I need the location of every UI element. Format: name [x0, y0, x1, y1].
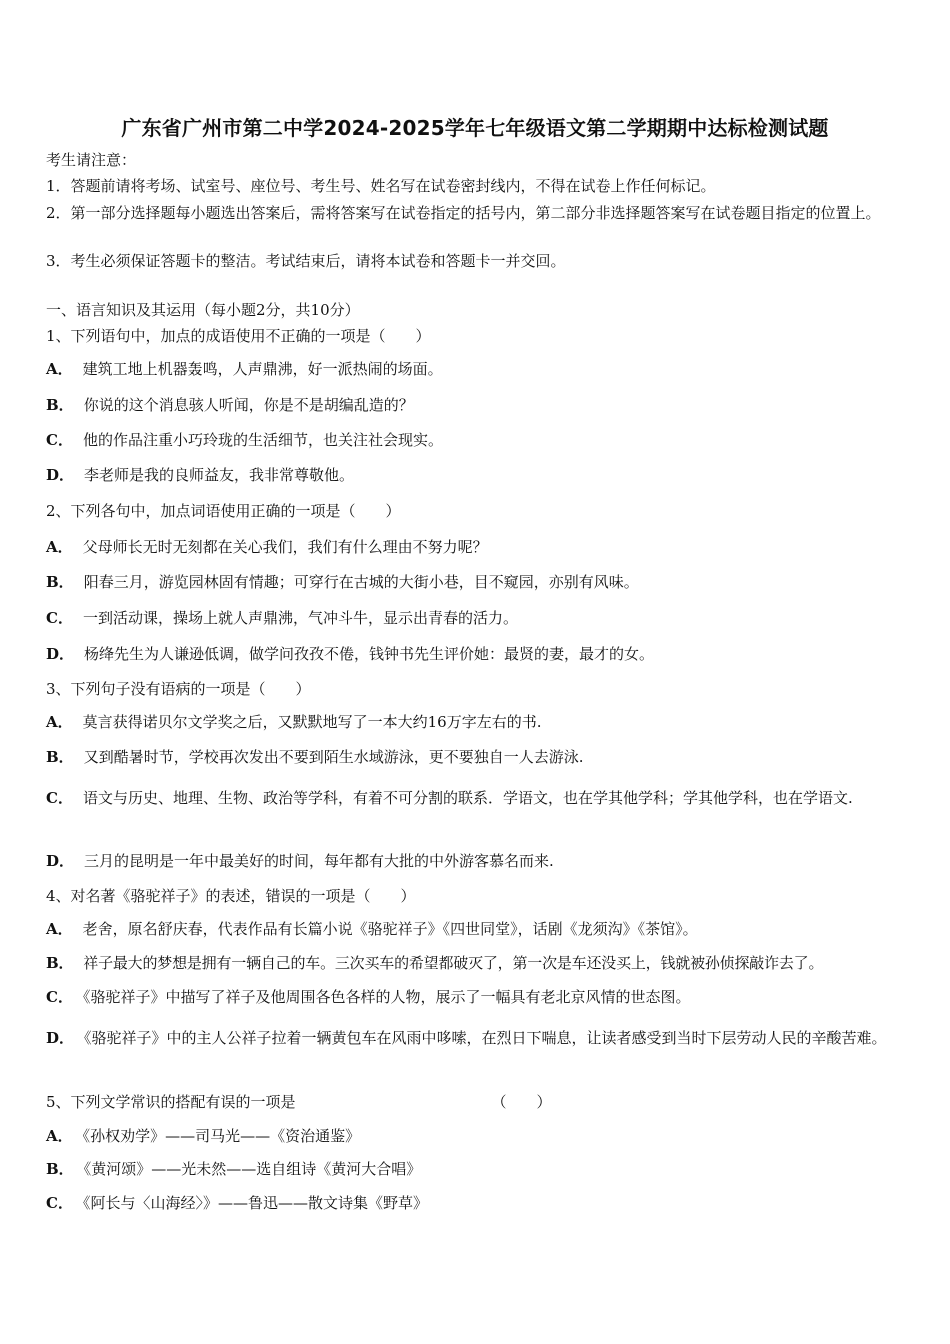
- option-letter: B．: [46, 1160, 74, 1178]
- option-row: [46, 359, 908, 379]
- option-letter: C．: [46, 1194, 73, 1212]
- option-letter: C．: [46, 431, 73, 449]
- option-text: 李老师是我的良师益友，我非常尊敬他。: [84, 466, 355, 484]
- notice-heading: 考生请注意：: [46, 151, 137, 169]
- option-row: [46, 1193, 908, 1213]
- option-text: 《骆驼祥子》中描写了祥子及他周围各色各样的人物，展示了一幅具有老北京风情的世态图。: [82, 988, 691, 1006]
- option-text: 父母师长无时无刻都在关心我们，我们有什么理由不努力呢？: [82, 538, 488, 556]
- notice-item: 3．考生必须保证答题卡的整洁。考试结束后，请将本试卷和答题卡一并交回。: [46, 252, 566, 270]
- option-row: [46, 1159, 908, 1179]
- notice-item: 2．第一部分选择题每小题选出答案后，需将答案写在试卷指定的括号内，第二部分非选择题答案写在试卷题目指定的位置上。: [46, 204, 881, 222]
- question-stem: 4、对名著《骆驼祥子》的表述，错误的一项是（ ）: [46, 887, 416, 905]
- question-stem: 1、下列语句中，加点的成语使用不正确的一项是（ ）: [46, 327, 431, 345]
- option-row: [46, 919, 908, 939]
- option-letter: D．: [46, 645, 75, 663]
- option-text: 祥子最大的梦想是拥有一辆自己的车。三次买车的希望都破灭了，第一次是车还没买上，钱就被孙侦探敲诈去了。: [83, 954, 824, 972]
- option-letter: B．: [46, 573, 74, 591]
- option-text: 莫言获得诺贝尔文学奖之后，又默默地写了一本大约16万字左右的书.: [82, 713, 542, 731]
- option-text: 《阿长与〈山海经〉》——鲁迅——散文诗集《野草》: [82, 1194, 428, 1212]
- option-row: [46, 537, 908, 557]
- option-letter: A．: [46, 538, 73, 556]
- option-text: 老舍，原名舒庆春，代表作品有长篇小说《骆驼祥子》《四世同堂》，话剧《龙须沟》《茶馆》。: [82, 920, 698, 938]
- option-row: [46, 851, 908, 871]
- option-text: 《黄河颂》——光未然——选自组诗《黄河大合唱》: [83, 1160, 422, 1178]
- option-row: [46, 953, 908, 973]
- option-text: 他的作品注重小巧玲珑的生活细节，也关注社会现实。: [82, 431, 443, 449]
- option-letter: C．: [46, 789, 73, 807]
- option-row: [46, 465, 908, 485]
- question-stem: 2、下列各句中，加点词语使用正确的一项是（ ）: [46, 502, 401, 520]
- option-text: 又到酷暑时节，学校再次发出不要到陌生水域游泳，更不要独自一人去游泳.: [83, 748, 584, 766]
- option-text: 语文与历史、地理、生物、政治等学科，有着不可分割的联系．学语文，也在学其他学科；学其他学科，也在学语文.: [82, 789, 853, 807]
- option-text: 《骆驼祥子》中的主人公祥子拉着一辆黄包车在风雨中哆嗦，在烈日下喘息，让读者感受到当时下层劳动人民的辛酸苦难。: [84, 1029, 887, 1047]
- option-row: [46, 1126, 908, 1146]
- option-row: [46, 1020, 908, 1056]
- option-row: [46, 712, 908, 732]
- option-letter: D．: [46, 466, 75, 484]
- option-row: [46, 572, 908, 592]
- option-letter: A．: [46, 1127, 73, 1145]
- question-stem-row: [46, 1092, 908, 1112]
- option-row: [46, 644, 908, 664]
- option-letter: A．: [46, 713, 73, 731]
- option-letter: A．: [46, 920, 73, 938]
- option-letter: C．: [46, 988, 73, 1006]
- option-text: 三月的昆明是一年中最美好的时间，每年都有大批的中外游客慕名而来.: [84, 852, 554, 870]
- option-row: [46, 430, 908, 450]
- option-letter: D．: [46, 1029, 75, 1047]
- option-text: 杨绛先生为人谦逊低调，做学问孜孜不倦，钱钟书先生评价她：最贤的妻，最才的女。: [84, 645, 655, 663]
- option-row: [46, 747, 908, 767]
- option-letter: D．: [46, 852, 75, 870]
- option-row: [46, 608, 908, 628]
- option-letter: A．: [46, 360, 73, 378]
- option-text: 你说的这个消息骇人听闻，你是不是胡编乱造的？: [83, 396, 414, 414]
- notice-item: 1．答题前请将考场、试室号、座位号、考生号、姓名写在试卷密封线内，不得在试卷上作任何标记。: [46, 177, 716, 195]
- option-text: 一到活动课，操场上就人声鼎沸，气冲斗牛，显示出青春的活力。: [82, 609, 518, 627]
- question-stem: 5、下列文学常识的搭配有误的一项是: [46, 1093, 296, 1111]
- option-letter: B．: [46, 396, 74, 414]
- option-letter: C．: [46, 609, 73, 627]
- option-text: 建筑工地上机器轰鸣，人声鼎沸，好一派热闹的场面。: [82, 360, 443, 378]
- page-title: 广东省广州市第二中学2024-2025学年七年级语文第二学期期中达标检测试题: [121, 116, 829, 140]
- option-text: 阳春三月，游览园林固有情趣；可穿行在古城的大街小巷，目不窥园，亦别有风味。: [83, 573, 639, 591]
- option-letter: B．: [46, 748, 74, 766]
- option-letter: B．: [46, 954, 74, 972]
- answer-paren: （ ）: [491, 1093, 552, 1111]
- option-row: [46, 781, 908, 816]
- question-stem: 3、下列句子没有语病的一项是（ ）: [46, 680, 311, 698]
- option-row: [46, 987, 908, 1007]
- option-row: [46, 395, 908, 415]
- option-text: 《孙权劝学》——司马光——《资治通鉴》: [82, 1127, 361, 1145]
- section-heading: 一、语言知识及其运用（每小题2分，共10分）: [46, 301, 360, 319]
